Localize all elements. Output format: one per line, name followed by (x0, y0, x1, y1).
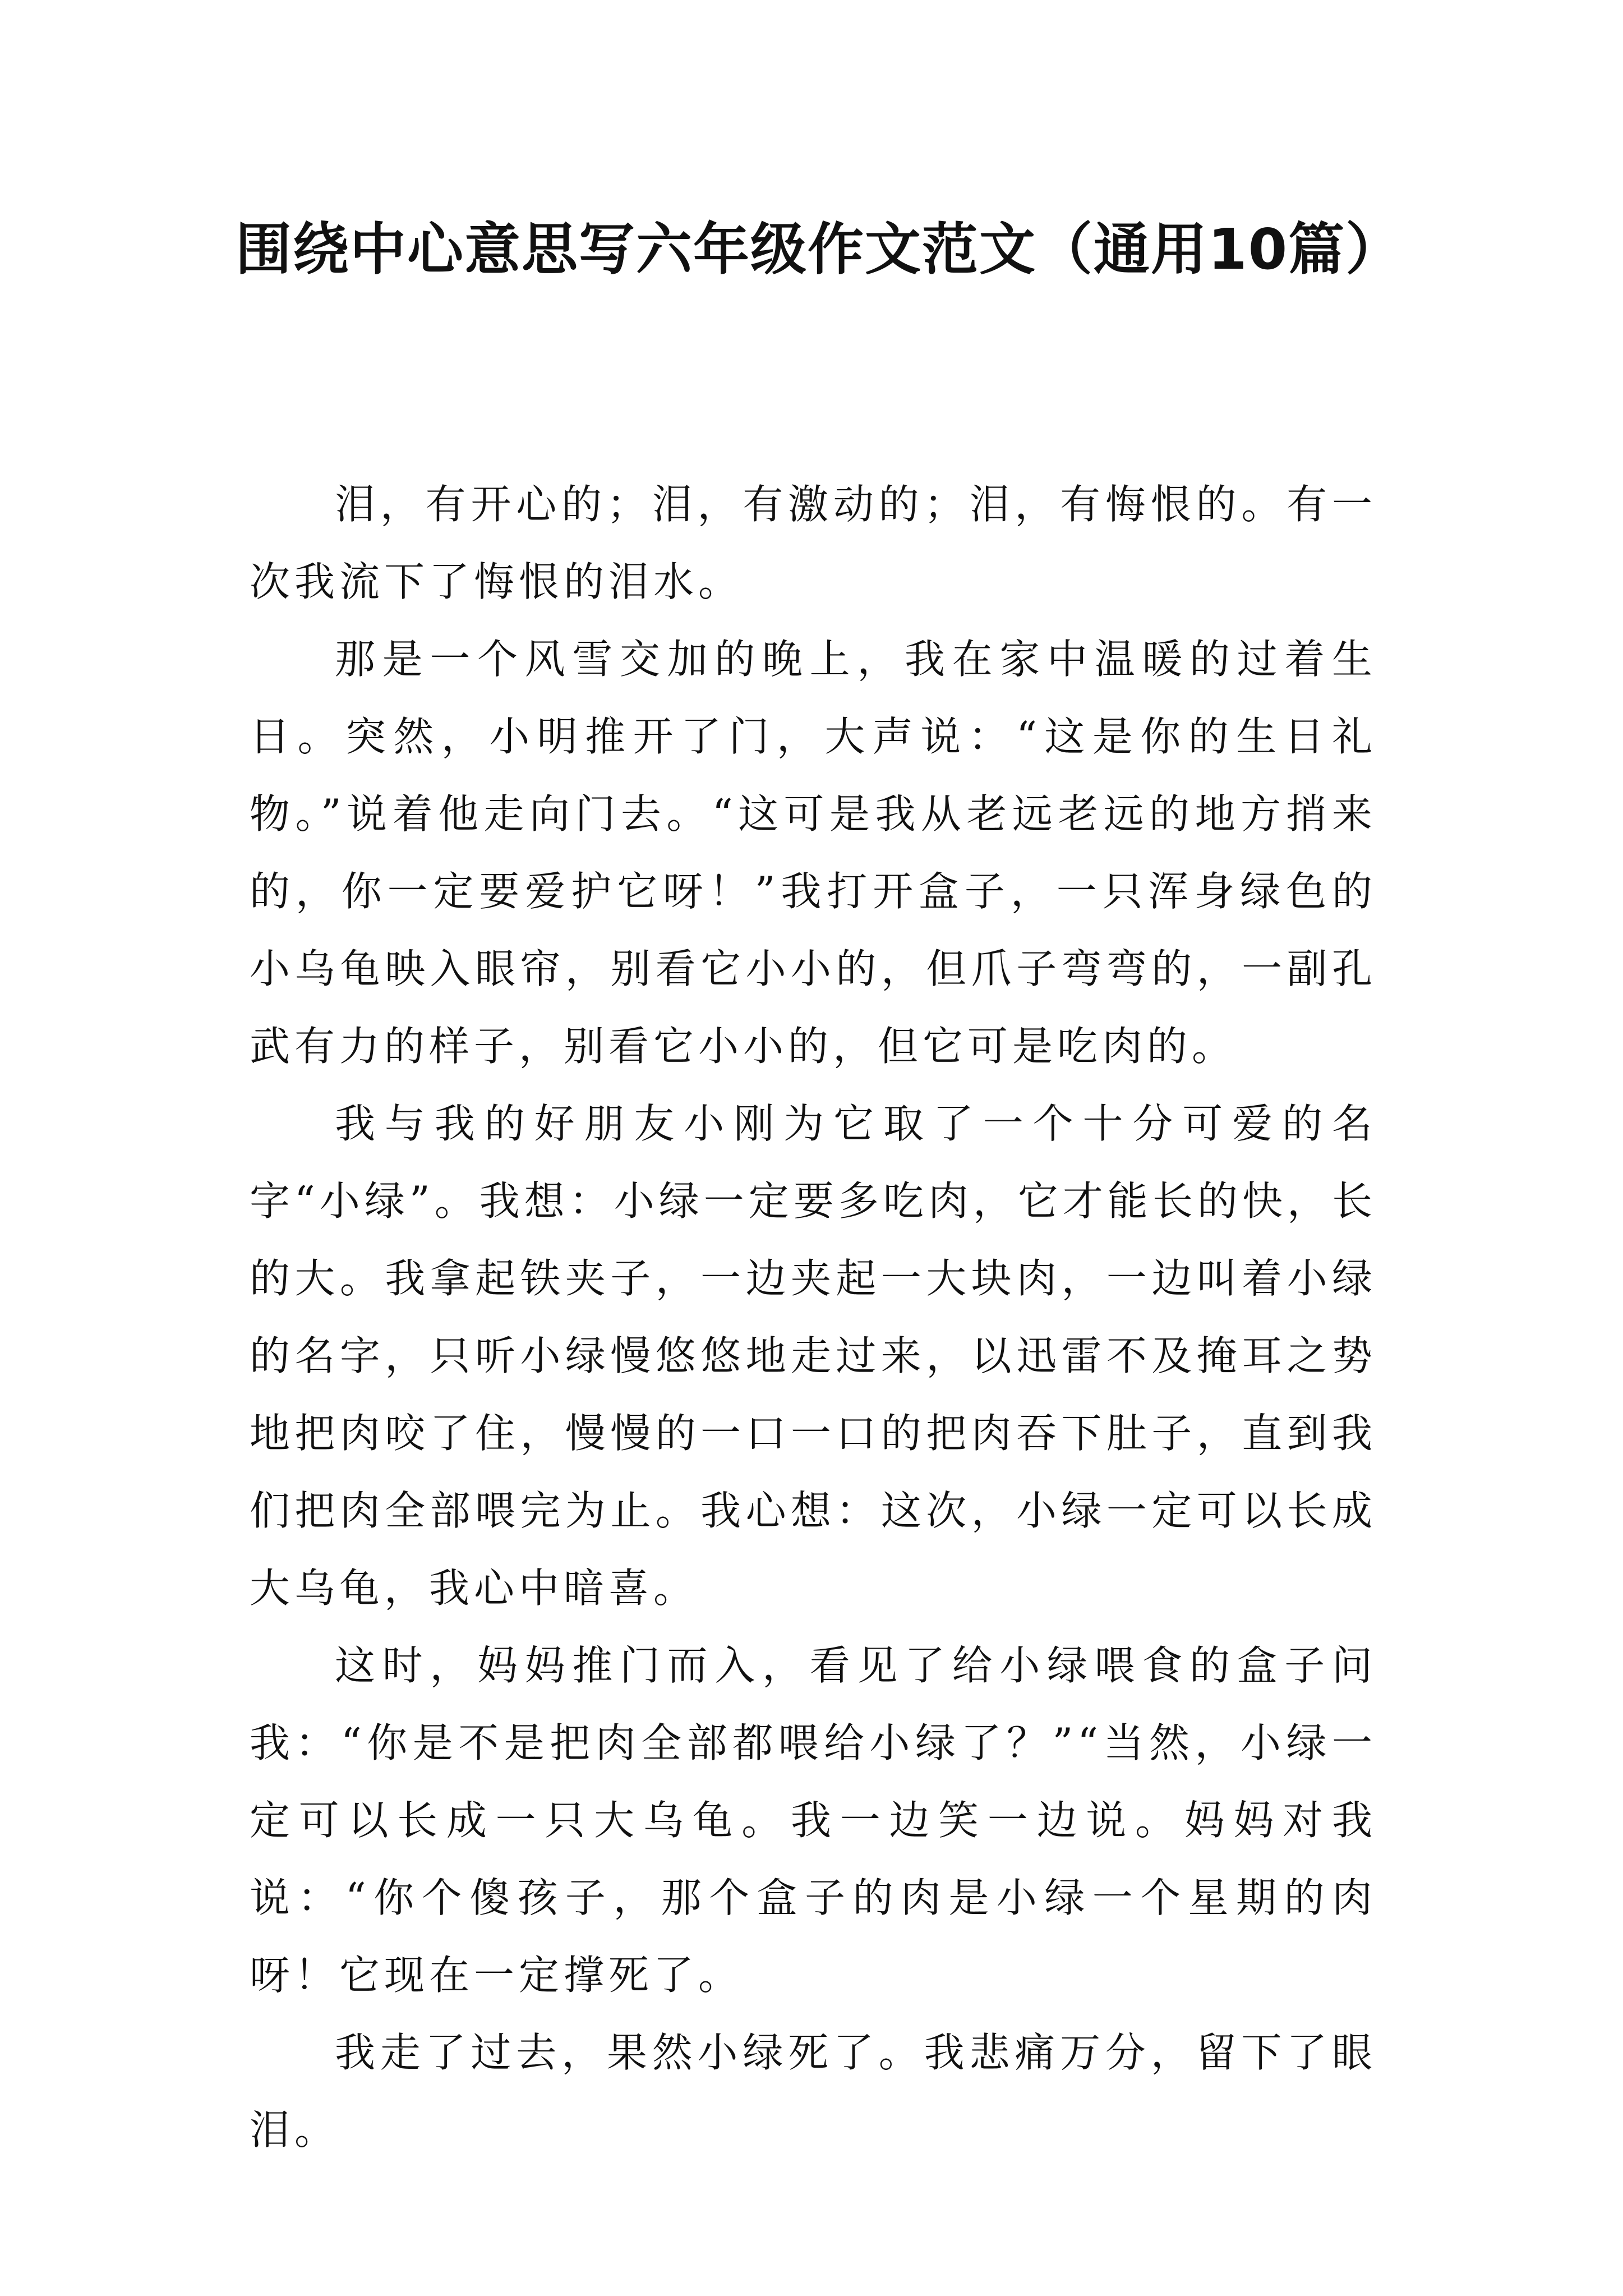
paragraph: 这时，妈妈推门而入，看见了给小绿喂食的盒子问我：“你是不是把肉全部都喂给小绿了？”“当然，小绿一定可以长成一只大乌龟。我一边笑一边说。妈妈对我说：“你个傻孩子，那个盒子的肉是小绿一个星期的肉呀！它现在一定撑死了。 (250, 1642, 1377, 1999)
paragraph: 我与我的好朋友小刚为它取了一个十分可爱的名字“小绿”。我想：小绿一定要多吃肉，它才能长的快，长的大。我拿起铁夹子，一边夹起一大块肉，一边叫着小绿的名字，只听小绿慢悠悠地走过来，以迅雷不及掩耳之势地把肉咬了住，慢慢的一口一口的把肉吞下肚子，直到我们把肉全部喂完为止。我心想：这次，小绿一定可以长成大乌龟，我心中暗喜。 (250, 1100, 1377, 1612)
document-title: 围绕中心意思写六年级作文范文（通用10篇） (236, 217, 1403, 282)
document-body (250, 466, 1377, 2169)
paragraph: 那是一个风雪交加的晚上，我在家中温暖的过着生日。突然，小明推开了门，大声说：“这是你的生日礼物。”说着他走向门去。“这可是我从老远老远的地方捎来的，你一定要爱护它呀！”我打开盒子，一只浑身绿色的小乌龟映入眼帘，别看它小小的，但爪子弯弯的，一副孔武有力的样子，别看它小小的，但它可是吃肉的。 (250, 636, 1377, 1070)
paragraph: 泪，有开心的；泪，有激动的；泪，有悔恨的。有一次我流下了悔恨的泪水。 (250, 481, 1377, 605)
paragraph: 我走了过去，果然小绿死了。我悲痛万分，留下了眼泪。 (250, 2029, 1377, 2154)
